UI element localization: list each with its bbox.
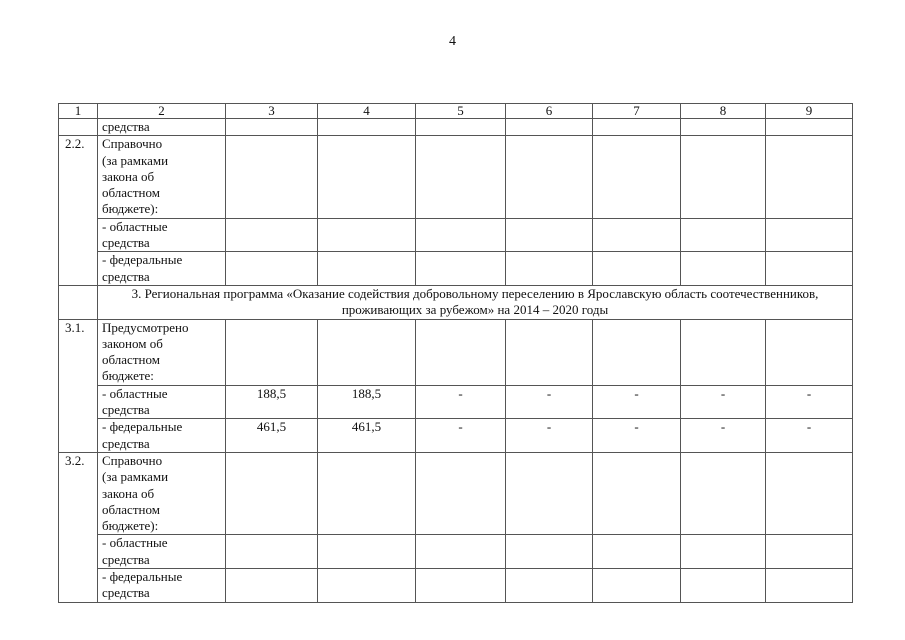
row-label: - федеральные средства [98, 569, 226, 603]
value-cell: - [593, 385, 681, 419]
value-cell: 188,5 [318, 385, 416, 419]
row-label: - федеральные средства [98, 419, 226, 453]
row-number: 3.2. [59, 452, 98, 602]
row-label: - федеральные средства [98, 252, 226, 286]
row-number: 3.1. [59, 319, 98, 452]
table-row [59, 385, 853, 419]
table-row [59, 319, 853, 385]
value-cell: - [766, 419, 853, 453]
row-label: - областные средства [98, 535, 226, 569]
value-cell: 188,5 [226, 385, 318, 419]
row-number: 2.2. [59, 136, 98, 286]
value-cell: - [681, 419, 766, 453]
value-cell: - [416, 385, 506, 419]
table-row [59, 136, 853, 218]
section-row [59, 285, 853, 319]
value-cell: 461,5 [318, 419, 416, 453]
row-label: Предусмотрено законом об областном бюджете: [98, 319, 226, 385]
table-row [59, 452, 853, 534]
col-header: 5 [416, 104, 506, 119]
section-title: 3. Региональная программа «Оказание содействия добровольному переселению в Ярославскую область соотечественников, проживающих за рубежом» на 2014 – 2020 годы [98, 285, 853, 319]
value-cell: - [593, 419, 681, 453]
col-header: 6 [506, 104, 593, 119]
table-row [59, 218, 853, 252]
header-row [59, 104, 853, 119]
table-row [59, 419, 853, 453]
value-cell: - [766, 385, 853, 419]
table-row [59, 119, 853, 136]
value-cell: - [681, 385, 766, 419]
value-cell: 461,5 [226, 419, 318, 453]
budget-table [58, 103, 853, 603]
row-label: - областные средства [98, 385, 226, 419]
col-header: 7 [593, 104, 681, 119]
value-cell: - [506, 419, 593, 453]
col-header: 2 [98, 104, 226, 119]
row-label: Справочно (за рамками закона об областном бюджете): [98, 136, 226, 218]
row-label: - областные средства [98, 218, 226, 252]
col-header: 3 [226, 104, 318, 119]
table-row [59, 535, 853, 569]
col-header: 1 [59, 104, 98, 119]
col-header: 4 [318, 104, 416, 119]
value-cell: - [506, 385, 593, 419]
table-row [59, 252, 853, 286]
page-number: 4 [449, 34, 456, 49]
col-header: 9 [766, 104, 853, 119]
col-header: 8 [681, 104, 766, 119]
value-cell: - [416, 419, 506, 453]
row-label: Справочно (за рамками закона об областном бюджете): [98, 452, 226, 534]
table-row [59, 569, 853, 603]
row-label: средства [98, 119, 226, 136]
